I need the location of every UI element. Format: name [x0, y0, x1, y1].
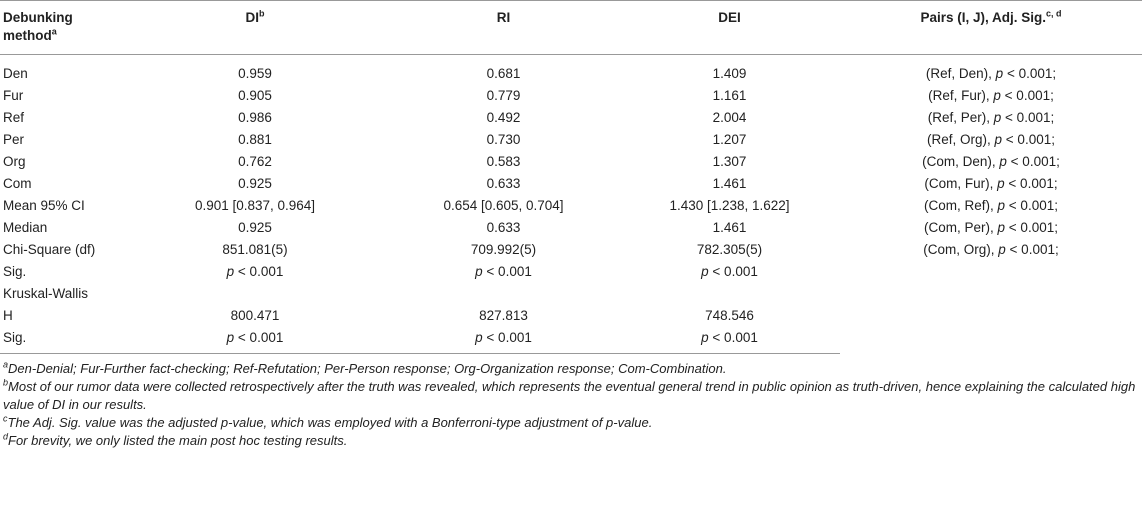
cell-dei: 1.430 [1.238, 1.622] — [669, 198, 790, 214]
cell-dei: 1.307 — [712, 154, 747, 170]
cell-di: 0.986 — [238, 110, 272, 126]
row-label: Ref — [3, 110, 25, 126]
cell-ri: 827.813 — [479, 308, 528, 324]
cell-di: p < 0.001 — [122, 327, 388, 354]
footnote — [3, 360, 1139, 378]
cell-ri: 0.654 [0.605, 0.704] — [443, 198, 564, 214]
cell-di: 800.471 — [230, 308, 280, 324]
cell-ri: p < 0.001 — [388, 327, 619, 354]
cell-di: 0.925 — [238, 220, 272, 236]
row-label: H — [3, 308, 13, 324]
row-label: Median — [3, 220, 48, 236]
cell-dei: 782.305(5) — [696, 242, 763, 258]
footnote — [3, 378, 1139, 414]
cell-dei: p < 0.001 — [701, 264, 758, 280]
cell-dei: 1.161 — [712, 88, 747, 104]
cell-di — [122, 283, 388, 305]
cell-di: 0.881 — [238, 132, 272, 148]
cell-di: 0.762 — [238, 154, 272, 170]
footnote-text: For brevity, we only listed the main post hoc testing results. — [8, 433, 348, 449]
cell-ri: 709.992(5) — [470, 242, 537, 258]
footnote-text: Most of our rumor data were collected retrospectively after the truth was revealed, which represents the eventual general trend in public opinion as truth-driven, hence explaining the calculated high value of DI in our results. — [3, 379, 1136, 413]
cell-dei: 2.004 — [712, 110, 747, 126]
cell-di: 0.925 — [238, 176, 272, 192]
cell-ri: 0.492 — [486, 110, 521, 126]
pair-item: (Com, Per), p < 0.001; — [924, 220, 1058, 236]
footnote — [3, 414, 1139, 432]
row-label: Org — [3, 154, 26, 170]
cell-di: p < 0.001 — [226, 264, 284, 280]
footnote-text: The Adj. Sig. value was the adjusted p-value, which was employed with a Bonferroni-type adjustment of p-value. — [7, 415, 653, 431]
footnote-mark: b — [3, 377, 9, 388]
pair-item: (Com, Org), p < 0.001; — [923, 242, 1059, 258]
cell-di: 0.905 — [238, 88, 272, 104]
pair-item: (Ref, Fur), p < 0.001; — [928, 88, 1054, 104]
row-label: Per — [3, 132, 25, 148]
cell-dei: 1.461 — [712, 176, 747, 192]
pair-item: (Com, Fur), p < 0.001; — [924, 176, 1058, 192]
header-method: Debunking method$^a$ — [0, 1, 122, 55]
pair-item: (Ref, Org), p < 0.001; — [927, 132, 1055, 148]
pair-item: (Com, Den), p < 0.001; — [922, 154, 1060, 170]
row-label: Kruskal-Wallis — [3, 286, 89, 302]
cell-di: 0.959 — [238, 66, 272, 82]
pair-item: (Ref, Den), p < 0.001; — [925, 66, 1057, 82]
row-label: Sig. — [3, 264, 27, 280]
table-header — [0, 1, 1142, 55]
pairs-cell — [840, 55, 1142, 354]
cell-dei: 1.207 — [712, 132, 747, 148]
cell-dei: 1.409 — [712, 66, 747, 82]
row-label: Mean 95% CI — [3, 198, 85, 214]
pair-item: (Ref, Per), p < 0.001; — [927, 110, 1055, 126]
cell-di: 0.901 [0.837, 0.964] — [194, 198, 316, 214]
table-footnotes — [0, 354, 1142, 450]
row-label: Fur — [3, 88, 24, 104]
footnote-mark: d — [3, 431, 9, 442]
cell-dei — [619, 283, 840, 305]
footnote-mark: c — [3, 413, 8, 424]
header-pairs: Pairs (I, J), Adj. Sig.$^{c, d}$ — [840, 1, 1142, 55]
cell-ri: 0.681 — [486, 66, 521, 82]
cell-dei: 1.461 — [712, 220, 747, 236]
pair-item: (Com, Ref), p < 0.001; — [924, 198, 1058, 214]
cell-dei: 748.546 — [705, 308, 754, 324]
cell-ri: 0.730 — [486, 132, 521, 148]
cell-dei: p < 0.001 — [619, 327, 840, 354]
footnote — [3, 432, 1139, 450]
row-label: Chi-Square (df) — [3, 242, 96, 258]
table-row — [0, 55, 1142, 86]
cell-ri — [388, 283, 619, 305]
cell-ri: 0.633 — [486, 220, 521, 236]
footnote-text: Den-Denial; Fur-Further fact-checking; Ref-Refutation; Per-Person response; Org-Organization response; Com-Combination. — [8, 361, 727, 377]
footnote-mark: a — [3, 359, 9, 370]
cell-ri: 0.779 — [486, 88, 521, 104]
row-label: Den — [3, 66, 28, 82]
table-body — [0, 55, 1142, 354]
cell-ri: 0.633 — [486, 176, 521, 192]
header-ri: RI — [388, 1, 619, 55]
header-dei: DEI — [619, 1, 840, 55]
cell-ri: 0.583 — [486, 154, 521, 170]
header-di: $DI^b$ — [122, 1, 388, 55]
row-label: Sig. — [0, 327, 122, 354]
row-label: Com — [3, 176, 32, 192]
cell-di: 851.081(5) — [222, 242, 288, 258]
cell-ri: p < 0.001 — [475, 264, 532, 280]
